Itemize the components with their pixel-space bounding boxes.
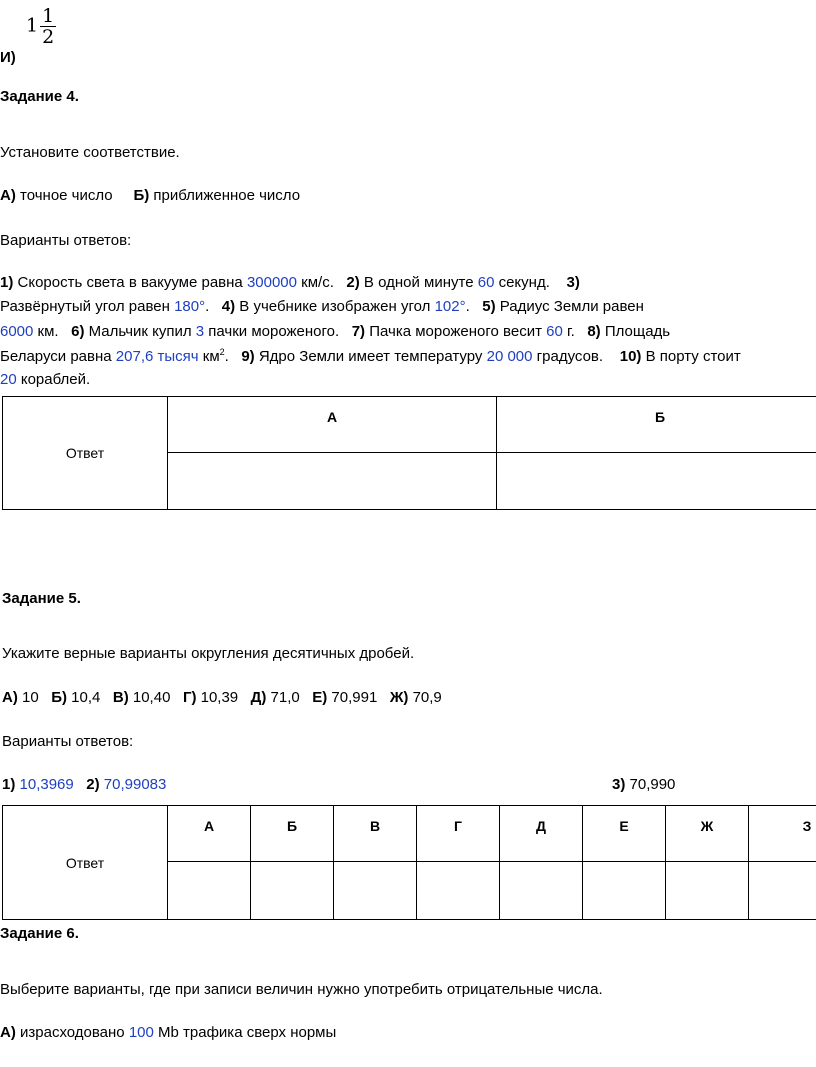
variant-9-tail: градусов.	[536, 348, 604, 365]
task4-variants-line-2: Развёрнутый угол равен 180°. 4) В учебнике изображен угол 102°. 5) Радиус Земли равен	[0, 298, 644, 315]
answer-label: 3)	[612, 776, 626, 793]
answer-cell-a[interactable]	[168, 453, 497, 510]
task5-variants-label: Варианты ответов:	[2, 733, 134, 750]
answer-cell-b[interactable]	[497, 453, 816, 510]
variant-6-tail: пачки мороженого.	[208, 323, 340, 340]
option-value: 10,39	[200, 689, 239, 706]
variant-5-tail: км.	[37, 323, 59, 340]
option-a-label: А)	[0, 1024, 16, 1041]
variant-1-number: 300000	[246, 274, 297, 291]
variant-10-text: В порту стоит	[645, 348, 741, 365]
option-a-tail: Mb трафика сверх нормы	[158, 1024, 337, 1041]
task5-title: Задание 5.	[2, 590, 81, 607]
variant-1-label: 1)	[0, 274, 14, 291]
task6-option-a	[0, 1024, 336, 1041]
column-header: А	[168, 806, 251, 862]
option-value: 10,40	[132, 689, 171, 706]
fraction	[40, 6, 56, 47]
column-header: В	[334, 806, 417, 862]
task6-instruction: Выберите варианты, где при записи величин нужно употребить отрицательные числа.	[0, 981, 603, 998]
variant-5-label: 5)	[482, 298, 496, 315]
variant-2-text: В одной минуте	[363, 274, 474, 291]
answer-label: 2)	[86, 776, 100, 793]
answer-cell[interactable]	[749, 862, 816, 920]
task6-title: Задание 6.	[0, 925, 79, 942]
variant-8-number: 207,6 тысяч	[115, 348, 199, 365]
answer-cell[interactable]	[417, 862, 500, 920]
task4-variants-line-4: Беларуси равна 207,6 тысяч $км^2$. 9) Ядро Земли имеет температуру 20 000 градусов. 10) В порту стоит	[0, 347, 741, 365]
variant-7-text: Пачка мороженого весит	[369, 323, 542, 340]
variant-3-number: 180°	[174, 298, 206, 315]
answer-cell[interactable]	[168, 862, 251, 920]
answer-cell[interactable]	[251, 862, 334, 920]
option-value: 10	[22, 689, 39, 706]
task4-variants-line-5	[0, 371, 90, 388]
variant-8-tail: км	[202, 348, 220, 365]
task4-options	[0, 187, 300, 204]
variant-8-label: 8)	[587, 323, 601, 340]
variant-8-text: Площадь	[604, 323, 671, 340]
variant-7-tail: г.	[566, 323, 575, 340]
task4-variants-line-3	[0, 323, 670, 340]
column-header: Д	[500, 806, 583, 862]
answer-cell[interactable]	[500, 862, 583, 920]
option-value: 71,0	[270, 689, 300, 706]
task4-title: Задание 4.	[0, 88, 79, 105]
task5-instruction: Укажите верные варианты округления десятичных дробей.	[2, 645, 415, 662]
fraction-numerator: 1	[42, 5, 55, 27]
answer-value: 70,99083	[103, 776, 167, 793]
option-label: Е)	[312, 689, 328, 706]
column-header: Е	[583, 806, 666, 862]
variant-6-number: 3	[195, 323, 205, 340]
fraction-denominator: 2	[42, 26, 55, 48]
answer-label-cell: Ответ	[3, 806, 168, 920]
mixed-fraction	[26, 6, 56, 47]
option-a-number: 100	[128, 1024, 154, 1041]
variant-1-text: Скорость света в вакууме равна	[17, 274, 243, 291]
variant-2-number: 60	[477, 274, 495, 291]
variant-7-number: 60	[546, 323, 563, 340]
variant-1-tail: км/с.	[301, 274, 334, 291]
option-value: 70,9	[412, 689, 442, 706]
task4-variants-line-1	[0, 274, 580, 291]
task5-answer-1-2	[2, 776, 166, 793]
answer-cell[interactable]	[583, 862, 666, 920]
variant-6-text: Мальчик купил	[88, 323, 192, 340]
task4-instruction: Установите соответствие.	[0, 144, 180, 161]
variant-10-tail: кораблей.	[20, 371, 91, 388]
task5-answer-3	[612, 776, 675, 793]
task5-options	[2, 689, 442, 706]
variant-10-label: 10)	[619, 348, 642, 365]
answer-cell[interactable]	[666, 862, 749, 920]
column-header-b: Б	[497, 397, 816, 453]
mixed-whole: 1	[26, 14, 39, 37]
option-a-text: израсходовано	[20, 1024, 125, 1041]
answer-label-cell: Ответ	[3, 397, 168, 510]
variant-9-text: Ядро Земли имеет температуру	[258, 348, 483, 365]
option-value: 10,4	[71, 689, 101, 706]
option-a-text: точное число	[20, 187, 113, 204]
item-label-i: И)	[0, 49, 16, 66]
option-value: 70,991	[331, 689, 378, 706]
answer-value: 70,990	[629, 776, 676, 793]
task4-answer-table	[2, 396, 816, 510]
option-a-label: А)	[0, 187, 16, 204]
option-label: Б)	[51, 689, 67, 706]
option-label: В)	[112, 689, 129, 706]
option-label: Д)	[250, 689, 267, 706]
task5-answer-table	[2, 805, 816, 920]
option-label: А)	[2, 689, 18, 706]
variant-4-label: 4)	[221, 298, 236, 315]
variant-2-label: 2)	[346, 274, 360, 291]
variant-6-label: 6)	[71, 323, 85, 340]
column-header: Б	[251, 806, 334, 862]
column-header: З	[749, 806, 816, 862]
option-b-text: приближенное число	[153, 187, 301, 204]
option-label: Ж)	[389, 689, 409, 706]
answer-value: 10,3969	[19, 776, 74, 793]
variant-9-number: 20 000	[486, 348, 533, 365]
answer-cell[interactable]	[334, 862, 417, 920]
option-label: Г)	[182, 689, 197, 706]
variant-5-number: 6000	[0, 323, 34, 340]
variant-9-label: 9)	[241, 348, 255, 365]
task4-variants-label: Варианты ответов:	[0, 232, 132, 249]
column-header-a: А	[168, 397, 497, 453]
variant-3-text: Развёрнутый угол равен	[0, 298, 170, 315]
variant-10-number: 20	[0, 371, 17, 388]
answer-label: 1)	[2, 776, 16, 793]
variant-4-number: 102°	[434, 298, 466, 315]
variant-7-label: 7)	[351, 323, 366, 340]
variant-8-text-cont: Беларуси равна	[0, 348, 112, 365]
column-header: Г	[417, 806, 500, 862]
variant-2-tail: секунд.	[498, 274, 550, 291]
option-b-label: Б)	[133, 187, 150, 204]
column-header: Ж	[666, 806, 749, 862]
variant-5-text: Радиус Земли равен	[499, 298, 644, 315]
variant-4-text: В учебнике изображен угол	[239, 298, 431, 315]
variant-3-label: 3)	[566, 274, 580, 291]
